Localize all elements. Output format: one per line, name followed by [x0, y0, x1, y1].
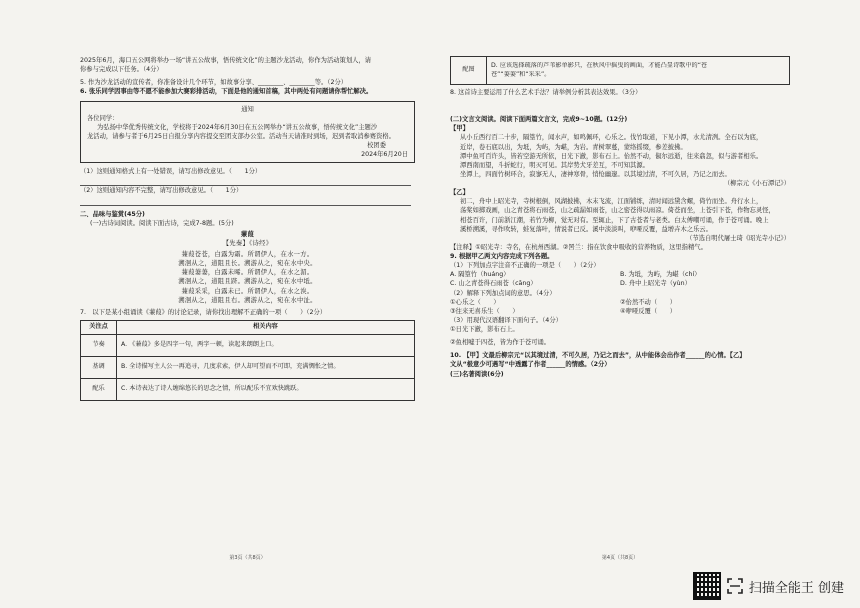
question-10: 文从“极意少可遇写“中透露了作者______的情感。（2分） — [450, 361, 611, 369]
notice-date: 2024年6月20日 — [361, 151, 408, 159]
subsection-heading: (二)文言文阅读。阅读下面两篇文言文，完成9~10题。(12分) — [450, 116, 628, 124]
question-10: 10. 【甲】文最后柳宗元“以其境过清，不可久居，乃记之而去”，从中能体会出作者______的心情。【乙】 — [450, 352, 746, 360]
poem-line: 溯洄从之，道阻且右。溯游从之，宛在水中沚。 — [178, 296, 317, 304]
scan-logo-icon — [727, 578, 743, 594]
options-row — [450, 270, 790, 279]
section-heading: 二、品味与鉴赏(45分) — [80, 210, 145, 218]
poem-line: 溯洄从之，道阻且长。溯游从之，宛在水中央。 — [178, 260, 317, 268]
table-key: 节奏 — [81, 334, 117, 356]
notice-body: 为弘扬中华优秀传统文化，学校将于2024年6月30日在五公网举办“讲五公故事，悟传统文化”主题沙 — [97, 123, 378, 131]
subsection-heading: (一)古诗词阅读。阅读下面古诗，完成7-8题。(5分) — [90, 219, 234, 227]
passage-line: 从小丘西行百二十步，隔篁竹，闻水声，如鸣佩环，心乐之。伐竹取道，下见小潭，水尤清洌。全石以为底， — [460, 134, 763, 142]
options-row — [450, 298, 790, 307]
option: B. 为坻，为屿，为嵁（chí） — [620, 271, 701, 279]
question-9-3: （3）用现代汉语翻译下面句子。（4分） — [450, 316, 562, 324]
left-page — [80, 56, 415, 561]
question-9-2: （2）解释下列加点词的意思。（4分） — [450, 289, 556, 297]
options-row — [450, 307, 790, 316]
table-row — [81, 356, 415, 378]
notice-title: 通知 — [241, 105, 254, 113]
table-key: 配图 — [451, 57, 487, 85]
table-row — [81, 334, 415, 356]
table-value-line: 苍”“萋萋”和“采采”。 — [491, 70, 551, 78]
passage-line: 潭西南而望，斗折蛇行，明灭可见。其岸势犬牙差互，不可知其源。 — [460, 161, 649, 169]
poem-line: 蒹葭采采，白露未已。所谓伊人，在水之涘。 — [181, 287, 314, 295]
passage-line: 荡桨如掷戏画，山之青苍将石雨苍，山之疏漏如雨苍，山之密苍得以雨凉。倚苍而坐，上苍引下苍，作物忘灵怪， — [460, 207, 775, 215]
passage-label: 【甲】 — [450, 125, 469, 133]
table-value: B. 全诗描写主人公一再追寻，几度求索，伊人却可望而不可即，充满惆怅之情。 — [117, 356, 415, 378]
option: C. 山之青苍得石雨苍（cāng） — [450, 280, 537, 288]
passage-line: 溪桥溯溪，寻作吹转，蛙复落叶，情说者已反。溪中淡淡叫，咿哑反覆，益增卉木之乐云。 — [460, 225, 712, 233]
question-9: 9. 根据甲乙两文内容完成下列各题。 — [450, 253, 554, 260]
table-value-line: D. 应该选择疏落的芦苇影单影只，在秋风中摇曳的画面，才能凸显诗歌中的“苍 — [491, 61, 708, 69]
poem-line: 蒹葭萋萋，白露未晞。所谓伊人，在水之湄。 — [181, 269, 314, 277]
poem-title: 蒹葭 — [240, 230, 255, 238]
poem-author: 【先秦】《诗经》 — [222, 239, 273, 247]
table-header: 关注点 — [81, 320, 117, 334]
option: ④咿哑反覆（ ） — [620, 307, 677, 315]
notice-salutation: 各位同学： — [87, 114, 119, 122]
options-row — [450, 279, 790, 288]
passage-label: 【乙】 — [450, 189, 469, 197]
question-5: 5. 作为沙龙活动的宣传者，你准备设计几个环节，如故事分享、________、________等。（2分） — [80, 79, 348, 87]
translate-item: ①日光下澈，影布石上。 — [450, 326, 519, 333]
option: ③往来无喜乐生（ ） — [450, 307, 519, 315]
notice-body: 龙活动，请参与者于6月25日自报分享内容提交至团支部办公室。活动当天请准时到场，迟到者取消参赛资格。 — [87, 132, 395, 140]
scanner-watermark — [693, 572, 844, 600]
passage-source: （柳宗元《小石潭记》） — [723, 180, 790, 187]
table-row — [81, 378, 415, 400]
table-value — [487, 57, 790, 85]
notes: 【注释】①昭光寺：寺名，在杭州西湖。②罟兰：指在饮食中吸收的营养物质，这里指精气。 — [450, 243, 707, 251]
poem-line: 蒹葭苍苍，白露为霜。所谓伊人，在水一方。 — [181, 251, 314, 258]
page-number: 第3页（共8页） — [229, 554, 266, 561]
passage-line: 近岸，卷石底以出，为坻，为屿，为嵁，为岩。青树翠蔓，蒙络摇缀，参差披拂。 — [460, 143, 687, 151]
option: A. 隔篁竹（huáng） — [450, 271, 510, 279]
poem-line: 溯洄从之，道阻且跻。溯游从之，宛在水中坻。 — [178, 278, 317, 286]
question-6: 6. 张乐同学因事由等不愿不能参加大赛彩排活动，下面是他的通知首稿，其中两处有问题请你帮忙解决。 — [80, 88, 373, 96]
table-key: 基调 — [81, 356, 117, 378]
table-header: 相关内容 — [117, 320, 415, 334]
qr-code-icon — [693, 572, 721, 600]
question-9-1: （1）下列加点字注音不正确的一项是（ ）（2分） — [450, 262, 600, 270]
question-8: 8. 这首诗主要运用了什么艺术手法？请举例分析其表达效果。（3分） — [450, 89, 642, 96]
passage-line: 初二，舟中上昭光寺，寺树根倒，风湖披拂，木末飞流，江面铺练，清时闻远黛含螺，倚竹而坐。舟行水上， — [460, 198, 763, 206]
subsection-heading: (三)名著阅读(6分) — [450, 370, 504, 378]
option: ②佁然不动（ ） — [620, 298, 677, 306]
passage-jia — [450, 133, 790, 179]
notice-signer: 校团委 — [367, 142, 386, 149]
option: D. 舟中上昭光寺（yùn） — [620, 280, 691, 288]
answer-line[interactable] — [80, 196, 411, 206]
page-number: 第4页（共8页） — [601, 554, 639, 561]
answer-line[interactable] — [80, 176, 411, 186]
table-value: A. 《蒹葭》多是四字一句，两字一顿，读起来朗朗上口。 — [117, 334, 415, 356]
watermark-text: 扫描全能王 创建 — [748, 580, 844, 596]
fix-question-2: （2）这则通知内容不完整，请写出修改意见。（ 1分） — [80, 187, 243, 195]
passage-line: 相苍百许，门前浙江潮，若竹为柳，觉无对有。至辄止，下了古苍者与老类。白太傅嘲可诵，作于苍可诵。晚上 — [460, 216, 769, 224]
option: ①心乐之（ ） — [450, 298, 500, 306]
poem-body — [80, 250, 415, 305]
fix-question-1: （1）这则通知格式上有一处错误，请写出修改意见。（ 1分） — [80, 168, 262, 176]
discussion-table-continued — [450, 56, 790, 85]
intro-line: 你参与完成以下任务。（4分） — [80, 66, 163, 74]
right-page — [450, 56, 790, 561]
passage-line: 坐潭上，四面竹树环合，寂寥无人，凄神寒骨，悄怆幽邃。以其境过清，不可久居，乃记之而去。 — [460, 170, 731, 178]
discussion-table — [80, 320, 415, 401]
question-7: 7. 以下是某小组诵读《蒹葭》的讨论记录，请你找出理解不正确的一项（ ）（2分） — [80, 308, 327, 316]
intro-line: 2025年6月，海口五公网将举办一场“讲五公故事，悟传统文化”的主题沙龙活动，你作为活动策划人，请 — [80, 57, 372, 64]
translate-item: ②鱼相嘘于四苍，皆为作于苍可诵。 — [450, 339, 551, 347]
table-value: C. 本诗表达了诗人缠绵悠长的思念之情，所以配乐不宜欢快跳跃。 — [117, 378, 415, 400]
passage-source: （节选自明代屠士琦《昭光寺小记》） — [686, 234, 790, 242]
notice-box — [80, 101, 415, 164]
passage-yi — [450, 197, 790, 234]
table-key: 配乐 — [81, 378, 117, 400]
passage-line: 潭中鱼可百许头，皆若空游无所依，日光下澈，影布石上。佁然不动，俶尔远逝，往来翕忽，似与游者相乐。 — [460, 152, 763, 160]
